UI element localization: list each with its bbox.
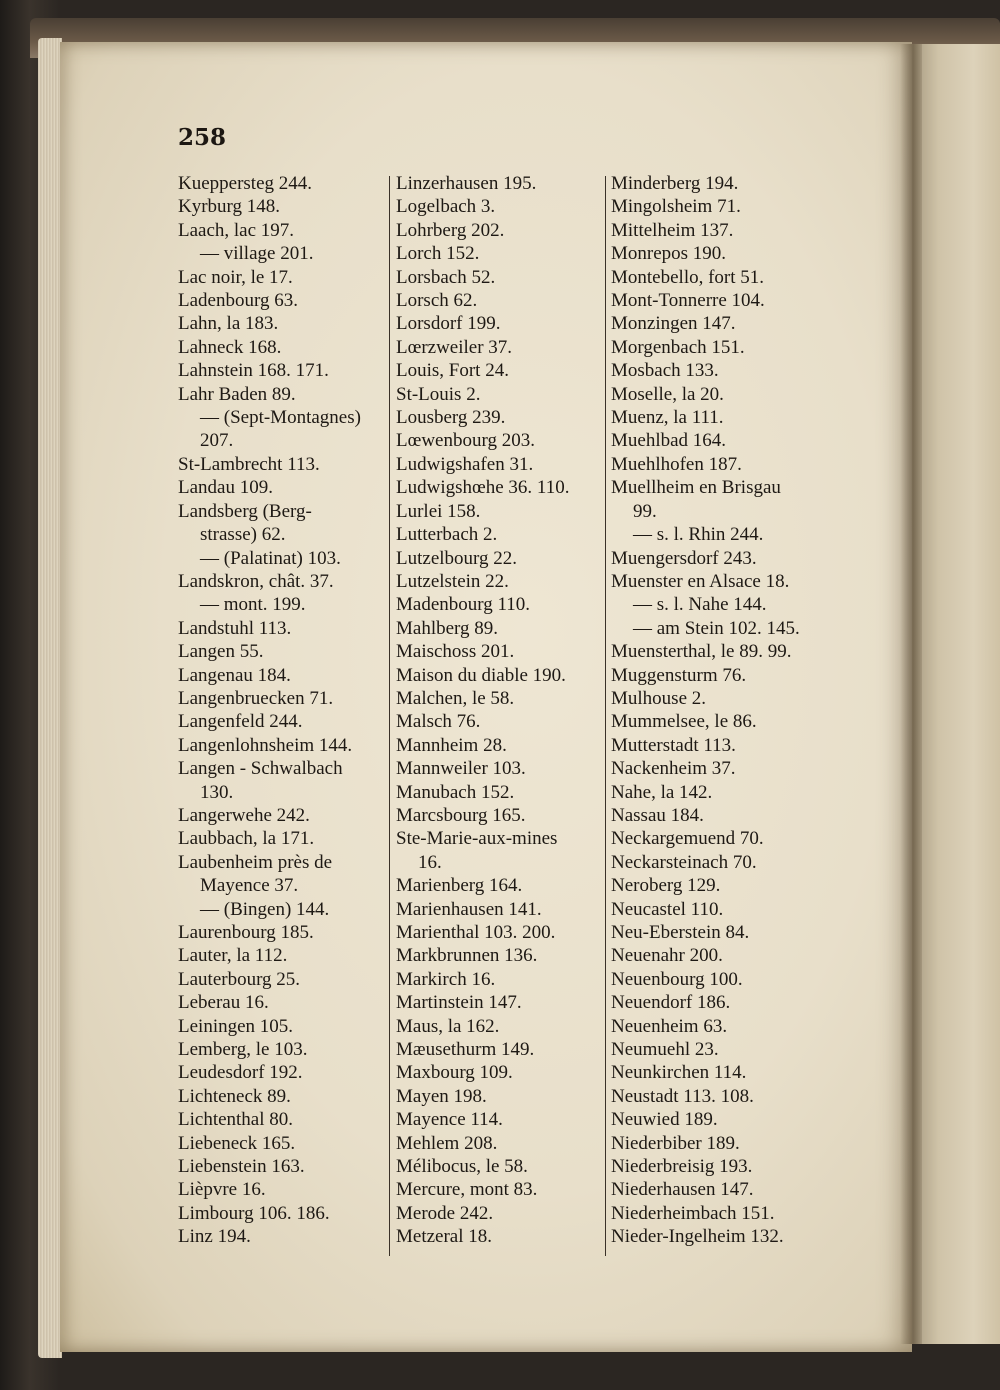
index-entry: Kyrburg 148. <box>178 196 281 218</box>
index-column-3 <box>611 172 821 1249</box>
index-entry: Liebenstein 163. <box>178 1156 305 1178</box>
index-entry: Langenlohnsheim 144. <box>178 734 353 756</box>
index-entry: Niederbiber 189. <box>611 1132 740 1154</box>
index-entry: Mayen 198. <box>396 1085 487 1107</box>
index-entry: Langen - Schwalbach <box>178 758 343 780</box>
index-entry: Lahn, la 183. <box>178 313 279 335</box>
index-entry: Neuenahr 200. <box>611 945 723 967</box>
index-entry: 99. <box>633 500 657 522</box>
index-entry: Mittelheim 137. <box>611 219 734 241</box>
index-entry: 130. <box>200 781 234 803</box>
index-entry: Lichteneck 89. <box>178 1085 291 1107</box>
index-entry: Maxbourg 109. <box>396 1062 513 1084</box>
index-entry: Neuenbourg 100. <box>611 968 743 990</box>
index-entry: Kueppersteg 244. <box>178 173 313 194</box>
index-entry: Lauterbourg 25. <box>178 968 301 990</box>
index-entry: — mont. 199. <box>200 594 306 616</box>
index-entry: Laach, lac 197. <box>178 219 295 241</box>
index-entry: strasse) 62. <box>200 524 286 546</box>
index-entry: Mehlem 208. <box>396 1132 498 1154</box>
index-entry: Liebeneck 165. <box>178 1132 296 1154</box>
index-entry: Neroberg 129. <box>611 875 721 897</box>
index-entry: St-Lambrecht 113. <box>178 453 320 475</box>
index-entry: Moselle, la 20. <box>611 383 724 405</box>
index-entry: Niederhausen 147. <box>611 1179 754 1201</box>
index-entry: Leberau 16. <box>178 992 269 1014</box>
index-entry: Limbourg 106. 186. <box>178 1202 330 1224</box>
index-entry: Mayence 37. <box>200 875 299 897</box>
index-entry: Montebello, fort 51. <box>611 266 765 288</box>
index-entry: Nahe, la 142. <box>611 781 713 803</box>
index-entry: 207. <box>200 430 234 452</box>
index-entry: 16. <box>418 851 442 873</box>
index-entry: — (Bingen) 144. <box>200 898 330 920</box>
index-entry: Lurlei 158. <box>396 500 481 522</box>
index-entry: Maischoss 201. <box>396 641 515 663</box>
column-divider <box>605 176 606 1256</box>
index-entry: Langenbruecken 71. <box>178 687 334 709</box>
index-entry: Mont-Tonnerre 104. <box>611 290 765 312</box>
index-entry: Ladenbourg 63. <box>178 290 298 312</box>
index-column-2 <box>396 172 606 1249</box>
index-entry: Marienhausen 141. <box>396 898 542 920</box>
index-entry: Marienberg 164. <box>396 875 523 897</box>
index-entry: Leiningen 105. <box>178 1015 294 1037</box>
column-divider <box>389 176 390 1256</box>
index-entry: Muenster en Alsace 18. <box>611 570 790 592</box>
index-entry: Mutterstadt 113. <box>611 734 736 756</box>
index-entry: Niederheimbach 151. <box>611 1202 775 1224</box>
index-entry: Mayence 114. <box>396 1109 503 1131</box>
index-entry: Muggensturm 76. <box>611 664 747 686</box>
index-entry: Lahnstein 168. 171. <box>178 360 329 382</box>
index-entry: Nassau 184. <box>611 804 704 826</box>
index-entry: Leudesdorf 192. <box>178 1062 303 1084</box>
index-entry: Neumuehl 23. <box>611 1039 719 1061</box>
index-entry: Lorch 152. <box>396 243 480 265</box>
index-entry: Neucastel 110. <box>611 898 724 920</box>
index-entry: Lœwenbourg 203. <box>396 430 535 452</box>
index-entry: — village 201. <box>200 243 314 265</box>
index-entry: Louis, Fort 24. <box>396 360 509 382</box>
index-entry: Ludwigshœhe 36. 110. <box>396 477 570 499</box>
index-entry: Mosbach 133. <box>611 360 719 382</box>
index-entry: Marienthal 103. 200. <box>396 922 556 943</box>
index-entry: Minderberg 194. <box>611 173 739 194</box>
index-entry: Lousberg 239. <box>396 407 506 429</box>
index-entry: Mélibocus, le 58. <box>396 1156 528 1178</box>
index-entry: Lahneck 168. <box>178 336 282 358</box>
index-entry: Muehlbad 164. <box>611 430 727 452</box>
index-entry: Malsch 76. <box>396 711 481 733</box>
index-entry: Laubbach, la 171. <box>178 828 315 850</box>
index-entry: Logelbach 3. <box>396 196 496 218</box>
index-entry: Monrepos 190. <box>611 243 727 265</box>
index-entry: Martinstein 147. <box>396 992 522 1014</box>
index-entry: Lauter, la 112. <box>178 945 288 967</box>
index-entry: Lac noir, le 17. <box>178 266 293 288</box>
index-entry: Mannweiler 103. <box>396 758 526 780</box>
index-entry: Merode 242. <box>396 1202 494 1224</box>
index-entry: — (Sept-Montagnes) <box>200 407 361 429</box>
index-entry: Mummelsee, le 86. <box>611 711 757 733</box>
index-entry: Lichtenthal 80. <box>178 1109 294 1131</box>
index-entry: Neuendorf 186. <box>611 992 731 1014</box>
page-stack-edge <box>38 38 62 1358</box>
index-entry: Neustadt 113. 108. <box>611 1085 754 1107</box>
index-entry: Maus, la 162. <box>396 1015 500 1037</box>
index-column-1 <box>178 172 386 1249</box>
index-entry: Malchen, le 58. <box>396 687 515 709</box>
index-entry: Lorsch 62. <box>396 290 478 312</box>
index-entry: Landstuhl 113. <box>178 617 292 639</box>
index-entry: Lorsbach 52. <box>396 266 496 288</box>
index-entry: Lorsdorf 199. <box>396 313 501 335</box>
index-entry: Mannheim 28. <box>396 734 507 756</box>
index-entry: Neu-Eberstein 84. <box>611 922 750 943</box>
index-entry: Laubenheim près de <box>178 851 333 873</box>
index-entry: Muengersdorf 243. <box>611 547 757 569</box>
index-entry: Markbrunnen 136. <box>396 945 538 967</box>
index-entry: Landsberg (Berg- <box>178 500 312 522</box>
page-number: 258 <box>178 124 227 151</box>
index-entry: Langenfeld 244. <box>178 711 303 733</box>
index-entry: Langerwehe 242. <box>178 804 310 826</box>
index-entry: — am Stein 102. 145. <box>633 617 800 639</box>
index-entry: Mingolsheim 71. <box>611 196 741 218</box>
index-entry: — s. l. Rhin 244. <box>633 524 764 546</box>
index-entry: Lutzelbourg 22. <box>396 547 518 569</box>
facing-page-edge <box>912 44 1000 1344</box>
index-entry: Mercure, mont 83. <box>396 1179 538 1201</box>
index-entry: Neuenheim 63. <box>611 1015 728 1037</box>
spine-shadow <box>900 44 922 1344</box>
index-entry: Markirch 16. <box>396 968 496 990</box>
index-entry: Muellheim en Brisgau <box>611 477 781 499</box>
index-entry: Lahr Baden 89. <box>178 383 296 405</box>
index-entry: St-Louis 2. <box>396 383 481 405</box>
index-entry: Maison du diable 190. <box>396 664 566 686</box>
index-entry: Landau 109. <box>178 477 273 499</box>
index-entry: Laurenbourg 185. <box>178 922 314 943</box>
index-entry: Lutzelstein 22. <box>396 570 509 592</box>
index-entry: Muensterthal, le 89. 99. <box>611 641 792 663</box>
index-entry: Morgenbach 151. <box>611 336 745 358</box>
index-entry: Lœrzweiler 37. <box>396 336 513 358</box>
index-entry: Neckargemuend 70. <box>611 828 764 850</box>
index-entry: Manubach 152. <box>396 781 515 803</box>
index-entry: Madenbourg 110. <box>396 594 531 616</box>
index-entry: Linzerhausen 195. <box>396 173 537 194</box>
index-entry: Ste-Marie-aux-mines <box>396 828 558 850</box>
index-entry: Muenz, la 111. <box>611 407 724 429</box>
index-entry: Monzingen 147. <box>611 313 736 335</box>
index-entry: Metzeral 18. <box>396 1226 493 1248</box>
index-entry: Lohrberg 202. <box>396 219 505 241</box>
index-entry: Neuwied 189. <box>611 1109 718 1131</box>
index-entry: — (Palatinat) 103. <box>200 547 341 569</box>
index-entry: Nieder-Ingelheim 132. <box>611 1226 784 1248</box>
index-entry: Lemberg, le 103. <box>178 1039 308 1061</box>
index-entry: Langen 55. <box>178 641 264 663</box>
index-entry: Lièpvre 16. <box>178 1179 266 1201</box>
index-entry: Nackenheim 37. <box>611 758 736 780</box>
index-entry: Neunkirchen 114. <box>611 1062 747 1084</box>
index-entry: Lutterbach 2. <box>396 524 498 546</box>
index-entry: Mæusethurm 149. <box>396 1039 535 1061</box>
index-entry: — s. l. Nahe 144. <box>633 594 767 616</box>
index-entry: Landskron, chât. 37. <box>178 570 334 592</box>
index-entry: Marcsbourg 165. <box>396 804 526 826</box>
index-entry: Muehlhofen 187. <box>611 453 742 475</box>
index-entry: Neckarsteinach 70. <box>611 851 757 873</box>
index-entry: Linz 194. <box>178 1226 251 1248</box>
index-entry: Mulhouse 2. <box>611 687 706 709</box>
index-entry: Langenau 184. <box>178 664 291 686</box>
index-entry: Ludwigshafen 31. <box>396 453 534 475</box>
index-entry: Niederbreisig 193. <box>611 1156 753 1178</box>
index-entry: Mahlberg 89. <box>396 617 499 639</box>
